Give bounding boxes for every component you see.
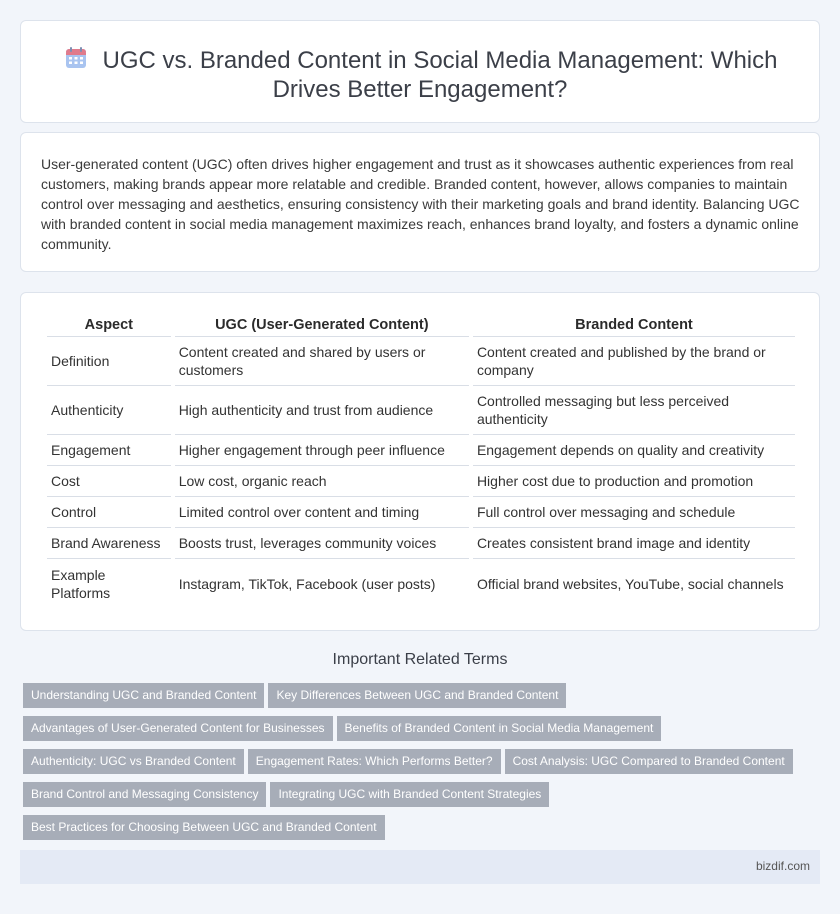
table-header-row (47, 315, 795, 337)
row-aspect: Cost (47, 466, 171, 497)
related-term-tag[interactable]: Understanding UGC and Branded Content (23, 683, 264, 708)
row-branded: Content created and published by the brand or company (473, 337, 795, 386)
related-terms-title: Important Related Terms (332, 651, 508, 668)
calendar-icon (63, 45, 89, 71)
row-aspect: Authenticity (47, 386, 171, 435)
row-aspect: Example Platforms (51, 566, 111, 601)
header-ugc: UGC (User-Generated Content) (175, 315, 469, 337)
related-term-tag[interactable]: Engagement Rates: Which Performs Better? (248, 749, 501, 774)
header-aspect: Aspect (47, 315, 171, 337)
intro-text: User-generated content (UGC) often drives higher engagement and trust as it showcases authentic experiences from real customers, making brands appear more relatable and credible. Branded content, however, allows companies to maintain control over messaging and aesthetics, ensuring consistency with their marketing goals and brand identity. Balancing UGC with branded content in social media management maximizes reach, enhances brand loyalty, and fosters a dynamic online community. (41, 156, 800, 252)
header-branded: Branded Content (473, 315, 795, 337)
intro-card (20, 132, 820, 272)
row-branded: Creates consistent brand image and identity (473, 528, 795, 559)
row-branded: Controlled messaging but less perceived authenticity (473, 386, 795, 435)
table-row (47, 386, 795, 435)
related-term-tag[interactable]: Best Practices for Choosing Between UGC and Branded Content (23, 815, 385, 840)
row-aspect: Engagement (47, 435, 171, 466)
related-terms-list (23, 683, 803, 848)
related-term-tag[interactable]: Brand Control and Messaging Consistency (23, 782, 266, 807)
related-term-tag[interactable]: Authenticity: UGC vs Branded Content (23, 749, 244, 774)
row-ugc: Content created and shared by users or customers (175, 337, 469, 386)
row-branded: Full control over messaging and schedule (473, 497, 795, 528)
header-card (20, 20, 820, 123)
related-term-tag[interactable]: Key Differences Between UGC and Branded Content (268, 683, 566, 708)
row-ugc: Higher engagement through peer influence (175, 435, 469, 466)
row-branded: Higher cost due to production and promotion (473, 466, 795, 497)
table-row (47, 497, 795, 528)
row-branded: Official brand websites, YouTube, social channels (476, 575, 784, 592)
table-row (47, 528, 795, 559)
related-term-tag[interactable]: Cost Analysis: UGC Compared to Branded Content (505, 749, 793, 774)
table-row (47, 337, 795, 386)
row-ugc: High authenticity and trust from audience (175, 386, 469, 435)
comparison-card (20, 292, 820, 631)
footer-site[interactable]: bizdif.com (755, 859, 810, 873)
row-aspect: Control (47, 497, 171, 528)
comparison-table (43, 315, 799, 608)
row-ugc: Boosts trust, leverages community voices (175, 528, 469, 559)
row-ugc: Low cost, organic reach (175, 466, 469, 497)
table-row (47, 435, 795, 466)
row-ugc: Limited control over content and timing (175, 497, 469, 528)
table-row (47, 466, 795, 497)
related-term-tag[interactable]: Integrating UGC with Branded Content Strategies (270, 782, 549, 807)
page-title-wrap (61, 45, 779, 104)
row-aspect: Definition (47, 337, 171, 386)
table-row (47, 559, 795, 608)
row-aspect: Brand Awareness (47, 528, 171, 559)
footer (20, 850, 820, 884)
related-term-tag[interactable]: Advantages of User-Generated Content for Businesses (23, 716, 333, 741)
related-term-tag[interactable]: Benefits of Branded Content in Social Media Management (337, 716, 662, 741)
row-ugc: Instagram, TikTok, Facebook (user posts) (178, 575, 436, 592)
row-branded: Engagement depends on quality and creativity (473, 435, 795, 466)
page-title: UGC vs. Branded Content in Social Media Management: Which Drives Better Engagement? (102, 47, 778, 103)
